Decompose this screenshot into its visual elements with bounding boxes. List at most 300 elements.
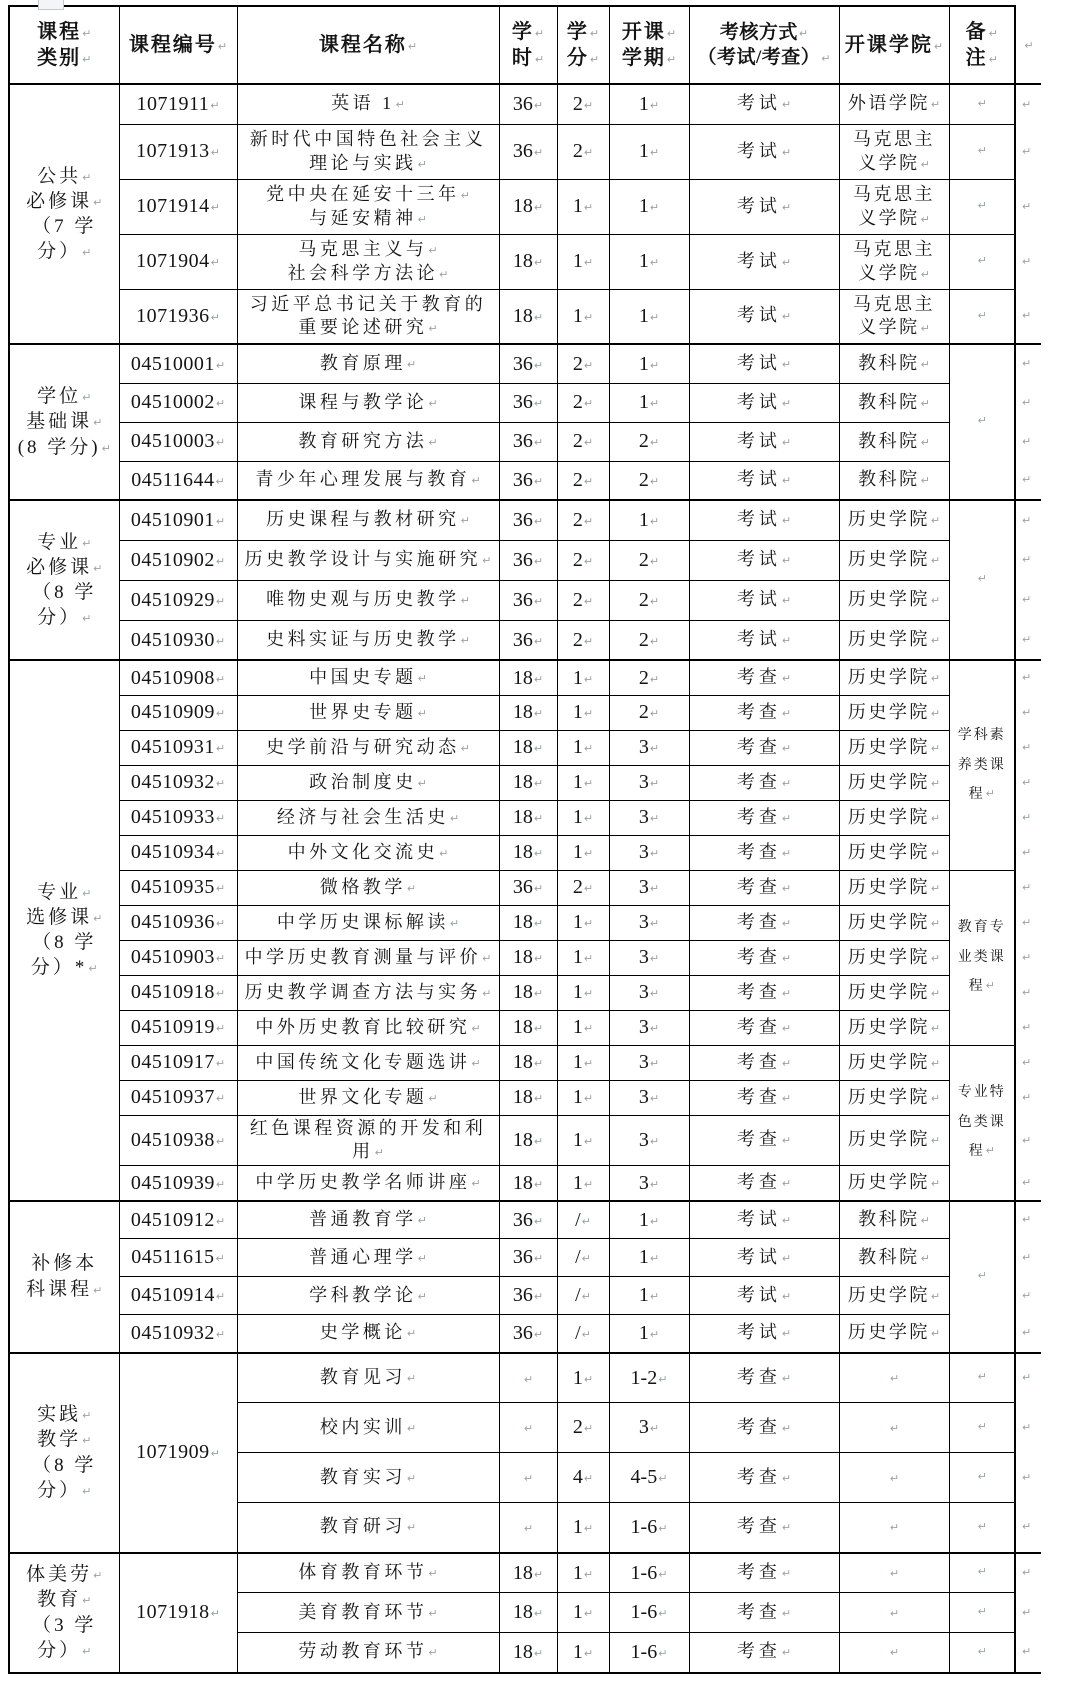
paragraph-mark-icon: ↵	[417, 1289, 427, 1303]
row-end-mark	[1015, 1353, 1041, 1403]
paragraph-mark-icon: ↵	[533, 146, 544, 160]
paragraph-mark-icon: ↵	[930, 706, 941, 720]
paragraph-mark-icon: ↵	[781, 633, 792, 647]
row-end-mark	[1015, 422, 1041, 461]
paragraph-mark-icon: ↵	[428, 1646, 438, 1660]
paragraph-mark-icon: ↵	[1022, 950, 1032, 964]
row-end-mark	[1015, 905, 1041, 940]
paragraph-mark-icon: ↵	[583, 1135, 594, 1149]
paragraph-mark-icon: ↵	[215, 1135, 226, 1149]
paragraph-mark-icon: ↵	[210, 201, 220, 215]
college-cell: 外语学院↵	[839, 84, 949, 124]
paragraph-mark-icon: ↵	[988, 26, 998, 40]
paragraph-mark-icon: ↵	[781, 776, 792, 790]
college-cell: 历史学院↵	[839, 1277, 949, 1315]
hours-cell: 36↵	[499, 461, 557, 500]
assessment-cell: 考查↵	[689, 905, 839, 940]
course-name-cell: 青少年心理发展与教育↵	[237, 461, 499, 500]
credits-cell: /↵	[557, 1277, 609, 1315]
paragraph-mark-icon: ↵	[1022, 1090, 1032, 1104]
credits-cell: 1↵	[557, 905, 609, 940]
paragraph-mark-icon: ↵	[583, 1022, 594, 1036]
row-end-mark	[1015, 660, 1041, 695]
paragraph-mark-icon: ↵	[215, 515, 226, 529]
college-cell: 历史学院↵	[839, 870, 949, 905]
table-row	[9, 500, 1041, 540]
paragraph-mark-icon: ↵	[93, 561, 103, 575]
course-name-cell: 美育教育环节↵	[237, 1593, 499, 1633]
course-code-cell: 04510002↵	[119, 383, 237, 422]
paragraph-mark-icon: ↵	[82, 1484, 92, 1498]
paragraph-mark-icon: ↵	[781, 1056, 792, 1070]
paragraph-mark-icon: ↵	[406, 1521, 417, 1535]
course-code-cell: 1071936↵	[119, 289, 237, 344]
assessment-cell: 考查↵	[689, 660, 839, 695]
semester-cell: 3↵	[609, 1403, 689, 1453]
course-name-cell: 体育教育环节↵	[237, 1553, 499, 1593]
college-cell: 马克思主 义学院↵	[839, 234, 949, 289]
semester-cell: 3↵	[609, 1010, 689, 1045]
college-cell: 历史学院↵	[839, 1166, 949, 1201]
table-row	[9, 1353, 1041, 1403]
paragraph-mark-icon: ↵	[977, 1370, 987, 1384]
course-name-cell: 马克思主义与↵ 社会科学方法论↵	[237, 234, 499, 289]
paragraph-mark-icon: ↵	[649, 1057, 660, 1071]
hours-cell: 36↵	[499, 540, 557, 580]
semester-cell: 2↵	[609, 461, 689, 500]
paragraph-mark-icon: ↵	[460, 594, 470, 608]
course-code-cell: 04510903↵	[119, 940, 237, 975]
paragraph-mark-icon: ↵	[781, 1213, 792, 1227]
assessment-cell: 考查↵	[689, 1010, 839, 1045]
course-code-cell: 04510003↵	[119, 422, 237, 461]
paragraph-mark-icon: ↵	[533, 201, 544, 215]
row-end-mark	[1015, 1633, 1041, 1673]
college-cell: 历史学院↵	[839, 500, 949, 540]
hours-cell: 18↵	[499, 905, 557, 940]
paragraph-mark-icon: ↵	[428, 396, 438, 410]
paragraph-mark-icon: ↵	[583, 358, 594, 372]
table-row	[9, 730, 1041, 765]
college-cell	[839, 1403, 949, 1453]
hours-cell: 36↵	[499, 1239, 557, 1277]
paragraph-mark-icon: ↵	[215, 742, 226, 756]
paragraph-mark-icon: ↵	[82, 887, 92, 901]
paragraph-mark-icon: ↵	[534, 53, 545, 66]
hours-cell	[499, 1353, 557, 1403]
paragraph-mark-icon: ↵	[460, 741, 470, 755]
assessment-cell: 考查↵	[689, 1115, 839, 1166]
paragraph-mark-icon: ↵	[930, 1327, 941, 1341]
paragraph-mark-icon: ↵	[930, 633, 941, 647]
paragraph-mark-icon: ↵	[821, 52, 831, 65]
course-code-cell: 04510930↵	[119, 620, 237, 660]
paragraph-mark-icon: ↵	[482, 986, 492, 1000]
paragraph-mark-icon: ↵	[988, 53, 998, 66]
college-cell: 教科院↵	[839, 461, 949, 500]
paragraph-mark-icon: ↵	[889, 1521, 900, 1535]
paragraph-mark-icon: ↵	[920, 267, 930, 281]
row-end-mark	[1015, 620, 1041, 660]
paragraph-mark-icon: ↵	[1022, 632, 1032, 646]
course-name-cell: 学科教学论↵	[237, 1277, 499, 1315]
credits-cell: 2↵	[557, 1403, 609, 1453]
paragraph-mark-icon: ↵	[649, 1214, 660, 1228]
hours-cell: 36↵	[499, 620, 557, 660]
college-cell: 教科院↵	[839, 344, 949, 383]
paragraph-mark-icon: ↵	[1022, 775, 1032, 789]
credits-cell: 2↵	[557, 580, 609, 620]
paragraph-mark-icon: ↵	[977, 1644, 987, 1658]
remark-cell	[949, 84, 1015, 124]
paragraph-mark-icon: ↵	[583, 1177, 594, 1191]
assessment-cell: 考查↵	[689, 940, 839, 975]
course-name-cell: 世界史专题↵	[237, 695, 499, 730]
hours-cell	[499, 1453, 557, 1503]
college-cell: 教科院↵	[839, 383, 949, 422]
paragraph-mark-icon: ↵	[417, 1251, 427, 1265]
paragraph-mark-icon: ↵	[977, 1519, 987, 1533]
paragraph-mark-icon: ↵	[920, 474, 930, 488]
row-end-mark	[1015, 800, 1041, 835]
paragraph-mark-icon: ↵	[649, 311, 660, 325]
paragraph-mark-icon: ↵	[417, 1213, 427, 1227]
row-end-mark	[1015, 1277, 1041, 1315]
hours-cell: 36↵	[499, 1201, 557, 1239]
paragraph-mark-icon: ↵	[215, 397, 226, 411]
table-row	[9, 124, 1041, 179]
column-header-college: 开课学院↵	[839, 6, 949, 84]
paragraph-mark-icon: ↵	[781, 986, 792, 1000]
remark-cell	[949, 1403, 1015, 1453]
paragraph-mark-icon: ↵	[649, 146, 660, 160]
course-code-cell: 1071918↵	[119, 1553, 237, 1673]
course-name-cell: 教育原理↵	[237, 344, 499, 383]
paragraph-mark-icon: ↵	[649, 1252, 660, 1266]
paragraph-mark-icon: ↵	[1022, 97, 1032, 111]
semester-cell: 2↵	[609, 422, 689, 461]
paragraph-mark-icon: ↵	[889, 1421, 900, 1435]
paragraph-mark-icon: ↵	[658, 1522, 668, 1536]
paragraph-mark-icon: ↵	[1022, 985, 1032, 999]
paragraph-mark-icon: ↵	[977, 308, 987, 322]
paragraph-mark-icon: ↵	[1022, 1020, 1032, 1034]
course-name-cell: 中外文化交流史↵	[237, 835, 499, 870]
credits-cell: 1↵	[557, 289, 609, 344]
hours-cell	[499, 1503, 557, 1553]
row-end-mark	[1015, 1553, 1041, 1593]
course-name-cell: 史学前沿与研究动态↵	[237, 730, 499, 765]
paragraph-mark-icon: ↵	[658, 1472, 668, 1486]
semester-cell: 2↵	[609, 660, 689, 695]
paragraph-mark-icon: ↵	[533, 1290, 544, 1304]
paragraph-mark-icon: ↵	[798, 26, 809, 40]
table-row	[9, 1239, 1041, 1277]
semester-cell: 3↵	[609, 1115, 689, 1166]
paragraph-mark-icon: ↵	[82, 612, 92, 626]
paragraph-mark-icon: ↵	[781, 671, 792, 685]
paragraph-mark-icon: ↵	[215, 1022, 226, 1036]
assessment-cell: 考查↵	[689, 1453, 839, 1503]
table-header-row	[9, 6, 1041, 84]
course-name-cell: 中学历史课标解读↵	[237, 905, 499, 940]
course-code-cell: 04510938↵	[119, 1115, 237, 1166]
paragraph-mark-icon: ↵	[93, 416, 103, 430]
paragraph-mark-icon: ↵	[533, 742, 544, 756]
paragraph-mark-icon: ↵	[215, 672, 226, 686]
semester-cell: 1-2↵	[609, 1353, 689, 1403]
credits-cell: 1↵	[557, 179, 609, 234]
table-row	[9, 940, 1041, 975]
paragraph-mark-icon: ↵	[781, 1289, 792, 1303]
hours-cell: 18↵	[499, 800, 557, 835]
paragraph-mark-icon: ↵	[1022, 810, 1032, 824]
paragraph-mark-icon: ↵	[920, 396, 930, 410]
paragraph-mark-icon: ↵	[417, 157, 427, 171]
row-end-mark	[1015, 234, 1041, 289]
paragraph-mark-icon: ↵	[1022, 357, 1032, 371]
paragraph-mark-icon: ↵	[533, 1252, 544, 1266]
paragraph-mark-icon: ↵	[649, 1290, 660, 1304]
table-row	[9, 905, 1041, 940]
credits-cell: 1↵	[557, 1115, 609, 1166]
course-code-cell: 04510933↵	[119, 800, 237, 835]
paragraph-mark-icon: ↵	[215, 917, 226, 931]
row-end-mark	[1015, 730, 1041, 765]
course-name-cell: 历史教学调查方法与实务↵	[237, 975, 499, 1010]
paragraph-mark-icon: ↵	[930, 741, 941, 755]
paragraph-mark-icon: ↵	[781, 1176, 792, 1190]
paragraph-mark-icon: ↵	[930, 671, 941, 685]
college-cell: 历史学院↵	[839, 695, 949, 730]
paragraph-mark-icon: ↵	[439, 267, 449, 281]
paragraph-mark-icon: ↵	[1022, 845, 1032, 859]
paragraph-mark-icon: ↵	[930, 1021, 941, 1035]
college-cell: 历史学院↵	[839, 1315, 949, 1353]
paragraph-mark-icon: ↵	[781, 255, 792, 269]
paragraph-mark-icon: ↵	[1022, 1055, 1032, 1069]
paragraph-mark-icon: ↵	[583, 1422, 594, 1436]
paragraph-mark-icon: ↵	[482, 951, 492, 965]
row-end-mark	[1015, 1593, 1041, 1633]
paragraph-mark-icon: ↵	[215, 1092, 226, 1106]
course-code-cell: 04510932↵	[119, 1315, 237, 1353]
credits-cell: 2↵	[557, 422, 609, 461]
paragraph-mark-icon: ↵	[649, 707, 660, 721]
course-name-cell: 中学历史教育测量与评价↵	[237, 940, 499, 975]
paragraph-mark-icon: ↵	[406, 1371, 417, 1385]
remark-cell	[949, 344, 1015, 500]
semester-cell: 3↵	[609, 940, 689, 975]
course-name-cell: 世界文化专题↵	[237, 1080, 499, 1115]
category-cell: 专业↵ 必修课↵ （8 学 分）↵	[9, 500, 119, 660]
course-code-cell: 04510917↵	[119, 1045, 237, 1080]
hours-cell: 36↵	[499, 870, 557, 905]
semester-cell: 1↵	[609, 1277, 689, 1315]
paragraph-mark-icon: ↵	[1022, 671, 1032, 685]
paragraph-mark-icon: ↵	[658, 1607, 668, 1621]
paragraph-mark-icon: ↵	[781, 916, 792, 930]
curriculum-table	[8, 5, 1041, 1674]
credits-cell: 1↵	[557, 660, 609, 695]
paragraph-mark-icon: ↵	[781, 1521, 792, 1535]
paragraph-mark-icon: ↵	[781, 881, 792, 895]
course-name-cell: 习近平总书记关于教育的 重要论述研究↵	[237, 289, 499, 344]
paragraph-mark-icon: ↵	[781, 594, 792, 608]
paragraph-mark-icon: ↵	[977, 1268, 987, 1282]
table-row	[9, 234, 1041, 289]
paragraph-mark-icon: ↵	[930, 1289, 941, 1303]
table-row	[9, 289, 1041, 344]
row-end-mark	[1015, 870, 1041, 905]
college-cell: 历史学院↵	[839, 905, 949, 940]
paragraph-mark-icon: ↵	[215, 1290, 226, 1304]
paragraph-mark-icon: ↵	[583, 311, 594, 325]
paragraph-mark-icon: ↵	[930, 951, 941, 965]
paragraph-mark-icon: ↵	[82, 246, 92, 260]
course-code-cell: 1071914↵	[119, 179, 237, 234]
paragraph-mark-icon: ↵	[533, 1214, 544, 1228]
college-cell	[839, 1453, 949, 1503]
paragraph-mark-icon: ↵	[930, 881, 941, 895]
semester-cell: 1↵	[609, 84, 689, 124]
paragraph-mark-icon: ↵	[581, 1214, 591, 1228]
paragraph-mark-icon: ↵	[649, 672, 660, 686]
row-end-mark	[1015, 383, 1041, 422]
paragraph-mark-icon: ↵	[781, 1327, 792, 1341]
course-name-cell: 唯物史观与历史教学↵	[237, 580, 499, 620]
course-name-cell: 微格教学↵	[237, 870, 499, 905]
course-name-cell: 课程与教学论↵	[237, 383, 499, 422]
paragraph-mark-icon: ↵	[583, 952, 594, 966]
paragraph-mark-icon: ↵	[533, 554, 544, 568]
paragraph-mark-icon: ↵	[781, 1091, 792, 1105]
paragraph-mark-icon: ↵	[889, 1471, 900, 1485]
paragraph-mark-icon: ↵	[460, 633, 470, 647]
paragraph-mark-icon: ↵	[649, 847, 660, 861]
semester-cell: 1-6↵	[609, 1633, 689, 1673]
paragraph-mark-icon: ↵	[215, 812, 226, 826]
row-end-mark	[1015, 1239, 1041, 1277]
table-row	[9, 344, 1041, 383]
category-cell: 专业↵ 选修课↵ （8 学 分）*↵	[9, 660, 119, 1201]
paragraph-mark-icon: ↵	[82, 1434, 92, 1448]
paragraph-mark-icon: ↵	[977, 572, 987, 586]
semester-cell: 2↵	[609, 695, 689, 730]
paragraph-mark-icon: ↵	[583, 742, 594, 756]
row-end-mark	[1015, 695, 1041, 730]
credits-cell: 2↵	[557, 124, 609, 179]
paragraph-mark-icon: ↵	[781, 554, 792, 568]
paragraph-mark-icon: ↵	[533, 634, 544, 648]
credits-cell: 1↵	[557, 765, 609, 800]
paragraph-mark-icon: ↵	[533, 1092, 544, 1106]
assessment-cell: 考查↵	[689, 870, 839, 905]
table-row	[9, 1315, 1041, 1353]
paragraph-mark-icon: ↵	[88, 962, 98, 976]
column-header-hours: 学↵ 时↵	[499, 6, 557, 84]
credits-cell: 2↵	[557, 344, 609, 383]
hours-cell: 18↵	[499, 1593, 557, 1633]
college-cell: 历史学院↵	[839, 1010, 949, 1045]
row-end-mark	[1015, 835, 1041, 870]
remark-cell	[949, 1503, 1015, 1553]
course-name-cell: 新时代中国特色社会主义 理论与实践↵	[237, 124, 499, 179]
paragraph-mark-icon: ↵	[534, 26, 545, 40]
paragraph-mark-icon: ↵	[533, 256, 544, 270]
course-code-cell: 04510939↵	[119, 1166, 237, 1201]
course-name-cell: 史学概论↵	[237, 1315, 499, 1353]
assessment-cell: 考试↵	[689, 124, 839, 179]
category-cell: 公共↵ 必修课↵ （7 学 分）↵	[9, 84, 119, 344]
table-row	[9, 1166, 1041, 1201]
paragraph-mark-icon: ↵	[581, 1252, 591, 1266]
semester-cell: 2↵	[609, 540, 689, 580]
paragraph-mark-icon: ↵	[1022, 473, 1032, 487]
paragraph-mark-icon: ↵	[533, 882, 544, 896]
row-end-mark	[1015, 1315, 1041, 1353]
assessment-cell: 考查↵	[689, 1045, 839, 1080]
paragraph-mark-icon: ↵	[82, 170, 92, 184]
paragraph-mark-icon: ↵	[920, 1251, 930, 1265]
course-code-cell: 04510908↵	[119, 660, 237, 695]
paragraph-mark-icon: ↵	[215, 952, 226, 966]
semester-cell: 1↵	[609, 1239, 689, 1277]
course-code-cell: 04510914↵	[119, 1277, 237, 1315]
paragraph-mark-icon: ↵	[82, 536, 92, 550]
paragraph-mark-icon: ↵	[1022, 395, 1032, 409]
paragraph-mark-icon: ↵	[215, 882, 226, 896]
table-row	[9, 695, 1041, 730]
hours-cell: 18↵	[499, 1010, 557, 1045]
paragraph-mark-icon: ↵	[781, 1021, 792, 1035]
remark-cell	[949, 1553, 1015, 1593]
paragraph-mark-icon: ↵	[583, 515, 594, 529]
college-cell: 教科院↵	[839, 1201, 949, 1239]
course-code-cell: 1071911↵	[119, 84, 237, 124]
course-name-cell: 校内实训↵	[237, 1403, 499, 1453]
assessment-cell: 考查↵	[689, 1166, 839, 1201]
paragraph-mark-icon: ↵	[583, 256, 594, 270]
credits-cell: 1↵	[557, 975, 609, 1010]
paragraph-mark-icon: ↵	[583, 1522, 594, 1536]
paragraph-mark-icon: ↵	[649, 515, 660, 529]
paragraph-mark-icon: ↵	[781, 98, 792, 112]
course-name-cell: 经济与社会生活史↵	[237, 800, 499, 835]
college-cell: 教科院↵	[839, 422, 949, 461]
table-row	[9, 765, 1041, 800]
course-name-cell: 中学历史教学名师讲座↵	[237, 1166, 499, 1201]
course-name-cell: 党中央在延安十三年↵ 与延安精神↵	[237, 179, 499, 234]
assessment-cell: 考试↵	[689, 344, 839, 383]
paragraph-mark-icon: ↵	[930, 1091, 941, 1105]
paragraph-mark-icon: ↵	[533, 987, 544, 1001]
remark-cell	[949, 1353, 1015, 1403]
paragraph-mark-icon: ↵	[533, 1328, 544, 1342]
paragraph-mark-icon: ↵	[1022, 1213, 1032, 1227]
semester-cell: 1↵	[609, 1201, 689, 1239]
paragraph-mark-icon: ↵	[583, 99, 594, 113]
paragraph-mark-icon: ↵	[589, 26, 600, 40]
paragraph-mark-icon: ↵	[649, 952, 660, 966]
paragraph-mark-icon: ↵	[533, 99, 544, 113]
category-cell: 实践↵ 教学↵ （8 学 分）↵	[9, 1353, 119, 1553]
paragraph-mark-icon: ↵	[1022, 1420, 1032, 1434]
remark-cell	[949, 1633, 1015, 1673]
semester-cell: 2↵	[609, 580, 689, 620]
paragraph-mark-icon: ↵	[985, 1144, 995, 1158]
column-header-remark: 备↵ 注↵	[949, 6, 1015, 84]
